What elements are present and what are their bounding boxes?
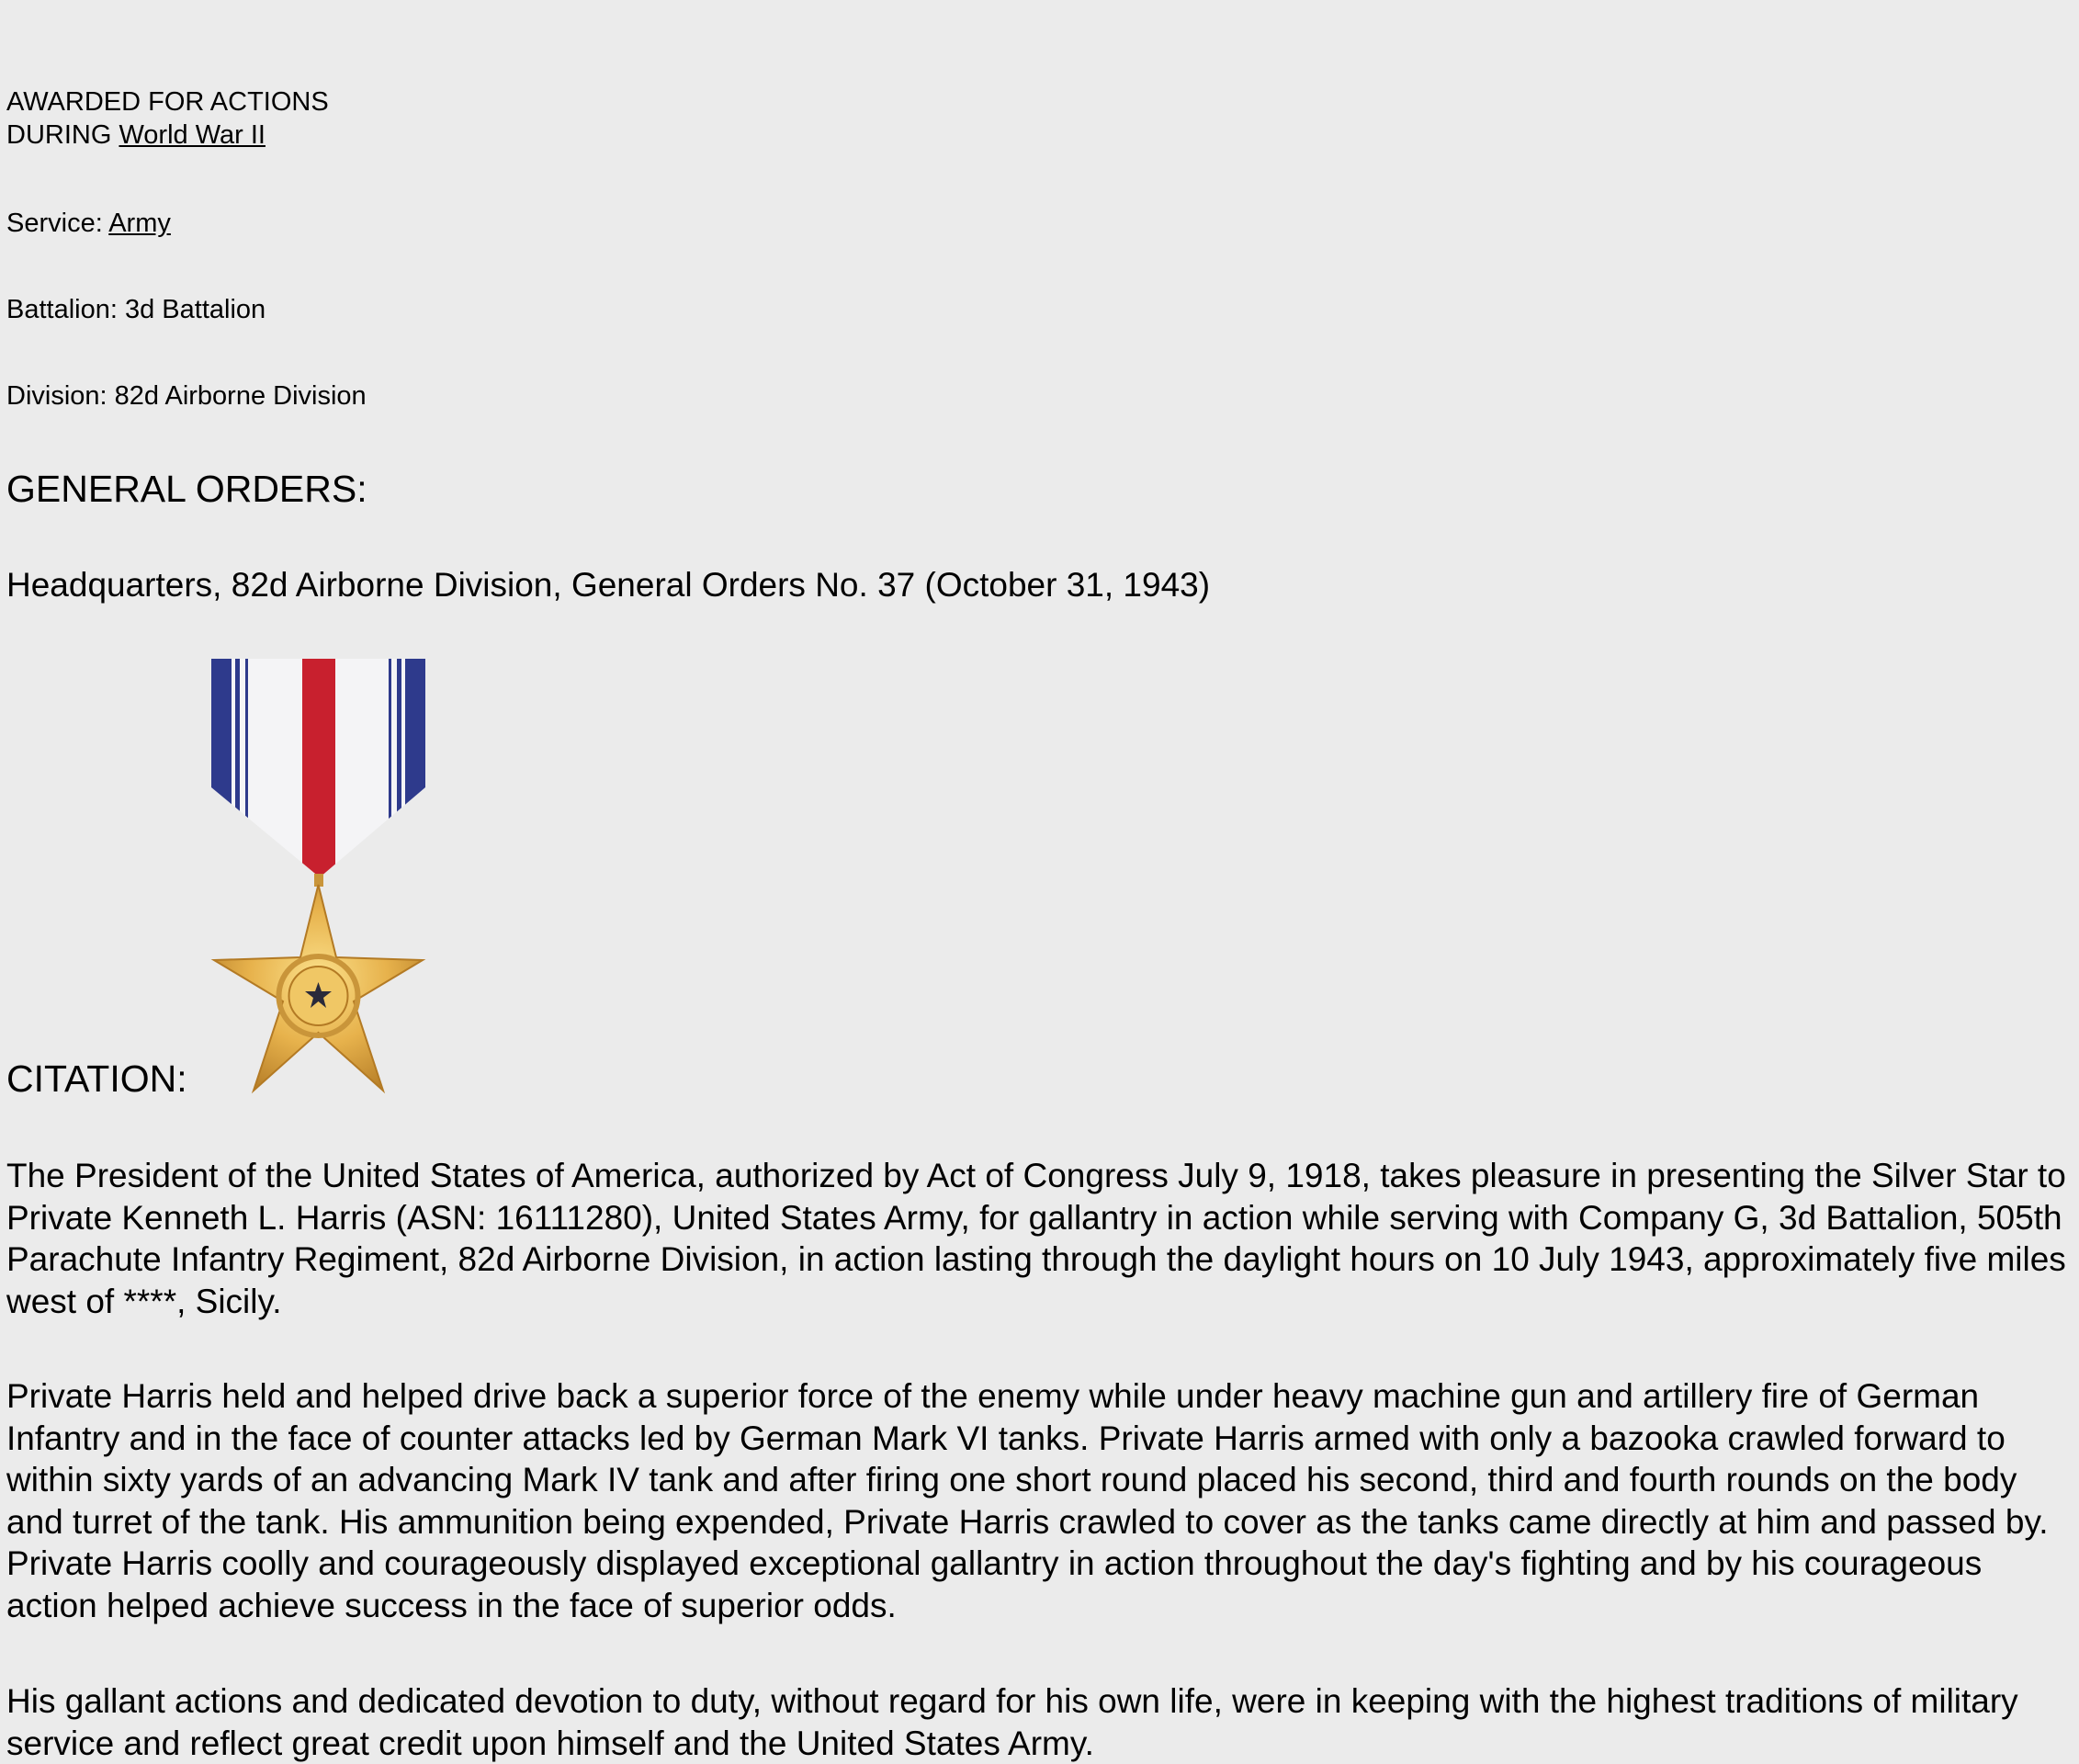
awarded-line: AWARDED FOR ACTIONS <box>6 87 329 117</box>
general-orders-heading: GENERAL ORDERS: <box>6 468 367 510</box>
service-label: Service: <box>6 209 109 238</box>
service-line <box>6 207 171 240</box>
during-line <box>6 119 266 152</box>
citation-paragraph-2: Private Harris held and helped drive back a superior force of the enemy while under heavy machine gun and artillery fire of German Infantry and in the face of counter attacks led by German Mark VI tanks. Private Harris armed with only a bazooka crawled forward to within sixty yards of an advancing Mark IV tank and after firing one short round placed his second, third and fourth rounds on the body and turret of the tank. His ammunition being expended, Private Harris crawled to cover as the tanks came directly at him and passed by. Private Harris coolly and courageously displayed exceptional gallantry in action throughout the day's fighting and by his courageous action helped achieve success in the face of superior odds. <box>6 1377 2049 1624</box>
during-prefix: DURING <box>6 120 119 150</box>
battalion-line: Battalion: 3d Battalion <box>6 295 266 324</box>
war-link[interactable]: World War II <box>119 120 266 150</box>
citation-paragraph-3: His gallant actions and dedicated devotion to duty, without regard for his own life, were in keeping with the highest traditions of military service and reflect great credit upon himself and the United States Army. <box>6 1682 2018 1762</box>
general-orders-text: Headquarters, 82d Airborne Division, General Orders No. 37 (October 31, 1943) <box>6 566 1211 604</box>
silver-star-medal-image <box>209 659 427 1094</box>
citation-heading: CITATION: <box>6 1057 187 1100</box>
ribbon <box>209 659 427 879</box>
service-link[interactable]: Army <box>108 209 171 238</box>
medal-svg <box>209 659 427 1094</box>
division-line: Division: 82d Airborne Division <box>6 381 367 411</box>
citation-paragraph-1: The President of the United States of America, authorized by Act of Congress July 9, 1918, takes pleasure in presenting the Silver Star to Private Kenneth L. Harris (ASN: 16111280), United States Army, for gallantry in action while serving with Company G, 3d Battalion, 505th Parachute Infantry Regiment, 82d Airborne Division, in action lasting through the daylight hours on 10 July 1943, approximately five miles west of ****, Sicily. <box>6 1157 2066 1320</box>
